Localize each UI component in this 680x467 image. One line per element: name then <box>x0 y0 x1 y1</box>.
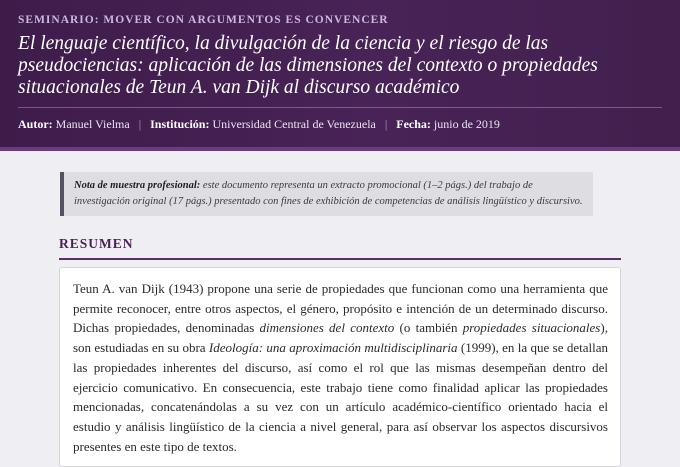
abstract-text-part: Teun A. van Dijk (1943) propone una serie de propiedades que funcionan como una herramienta que permite reconocer, entre otros aspectos, el género, propósito e intención de un determinado discurso. Dichas propiedades, denominadas <box>73 281 608 336</box>
institution-name: Universidad Central de Venezuela <box>212 117 376 131</box>
header-accent-stripe <box>0 147 680 151</box>
abstract-emphasis: Ideología: una aproximación multidisciplinaria <box>208 340 458 356</box>
note-label: Nota de muestra profesional: <box>74 180 201 191</box>
sample-note <box>60 172 593 216</box>
section-divider <box>59 258 621 260</box>
note-text: este documento representa un extracto promocional (1–2 págs.) del trabajo de investigación original (17 págs.) presentado con fines de exhibición de competencias de análisis lingüístico y discursivo. <box>74 180 583 207</box>
abstract-card <box>59 267 621 467</box>
date-value: junio de 2019 <box>433 117 500 131</box>
seminar-label: SEMINARIO: MOVER CON ARGUMENTOS ES CONVENCER <box>18 14 389 26</box>
abstract-paragraph <box>73 279 608 456</box>
abstract-heading: RESUMEN <box>59 236 134 251</box>
document-header <box>0 0 680 147</box>
abstract-text-part: (o también <box>394 320 463 336</box>
author-name: Manuel Vielma <box>55 117 130 131</box>
institution-label: Institución: <box>150 117 210 131</box>
document-title: El lenguaje científico, la divulgación de la ciencia y el riesgo de las pseudociencias: aplicación de las dimensiones del contexto o propiedades situacionales de Teun A. van Dijk al discurso académico <box>18 33 598 98</box>
meta-separator: | <box>384 117 388 131</box>
author-label: Autor: <box>18 117 53 131</box>
header-divider <box>18 107 662 108</box>
meta-separator: | <box>138 117 142 131</box>
abstract-text-part: ), son estudiadas en su obra <box>73 320 608 356</box>
document-meta <box>18 117 500 132</box>
abstract-text-part: (1999), en la que se detallan las propiedades inherentes del discurso, así como el rol que las mismas desempeñan dentro del ejercicio comunicativo. En consecuencia, este trabajo tiene como finalidad aplicar las propiedades mencionadas, concatenándolas a su vez con un artículo académico-científico orientado hacia el estudio y análisis lingüístico de la ciencia a nivel general, para así observar los aspectos discursivos presentes en este tipo de textos. <box>73 340 608 454</box>
abstract-emphasis: dimensiones del contexto <box>259 320 395 336</box>
date-label: Fecha: <box>396 117 431 131</box>
abstract-emphasis: propiedades situacionales <box>462 320 601 336</box>
